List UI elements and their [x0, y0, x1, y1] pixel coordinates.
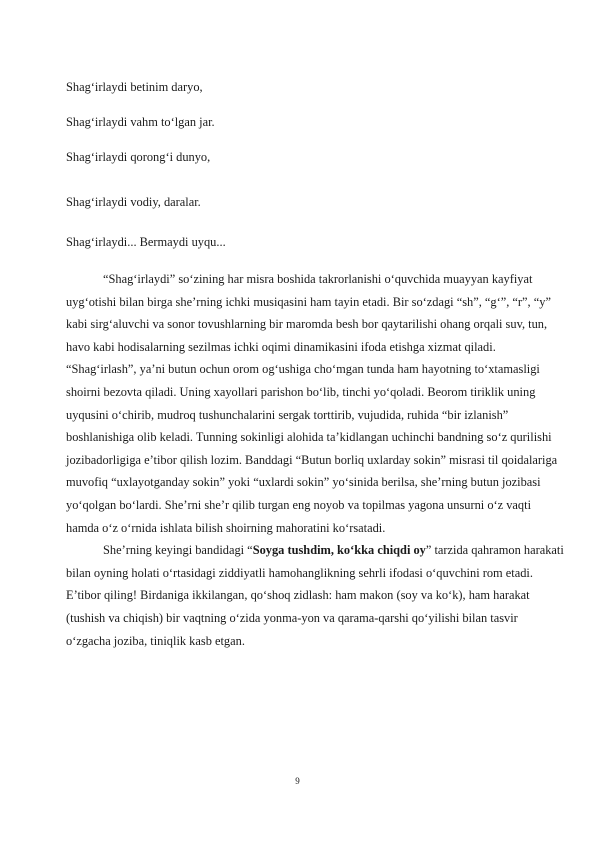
poem-line-4: Shag‘irlaydi vodiy, daralar.	[66, 195, 201, 209]
paragraph-1: “Shag‘irlaydi” so‘zining har misra boshida takrorlanishi o‘quvchida muayyan kayfiyat uyg‘otishi bilan birga she’rning ichki musiqasini ham tayin etadi. Bir so‘zdagi “sh”, “g‘”, “r”, “y” kabi sirg‘aluvchi va sonor tovushlarning bir maromda besh bor qaytarilishi ohang orqali suv, tun, havo kabi hodisalarning sezilmas ichki oqimi dinamikasini ifoda etishga xizmat qiladi. “Shag‘irlash”, ya’ni butun ochun orom og‘ushiga cho‘mgan tunda ham hayotning to‘xtamasligi shoirni bezovta qiladi. Uning xayollari parishon bo‘lib, tinchi yo‘qoladi. Beorom tiriklik uning uyqusini o‘chirib, mudroq tushunchalarini sergak torttirib, vujudida, ruhida “bir izlanish” boshlanishiga olib keladi. Tunning sokinligi alohida ta’kidlangan uchinchi bandning so‘z qurilishi jozibadorligiga e’tibor qilish lozim. Banddagi “Butun borliq uxlarday sokin” misrasi til qoidalariga muvofiq “uxlayotganday sokin” yoki “uxlardi sokin” yo‘sinida berilsa, she’rning butun jozibasi yo‘qolgan bo‘lardi. She’rni she’r qilib turgan eng noyob va topilmas yagona unsurni o‘z vaqti hamda o‘z o‘rnida ishlata bilish shoirning mahoratini ko‘rsatadi.	[66, 272, 558, 535]
paragraph-2-rest: ” tarzida qahramon harakati bilan oyning holati o‘rtasidagi ziddiyatli hamohanglikning sehrli ifodasi o‘quvchini rom etadi. E’tibor qiling! Birdaniga ikkilangan, qo‘shoq zidlash: ham makon (soy va ko‘k), ham harakat (tushish va chiqish) bir vaqtning o‘zida yonma-yon va qarama-qarshi qo‘yilishi bilan tasvir o‘zgacha joziba, tiniqlik kasb etgan.	[66, 543, 564, 648]
quoted-verse: Soyga tushdim, ko‘kka chiqdi oy	[252, 543, 426, 558]
poem-line-3: Shag‘irlaydi qorong‘i dunyo,	[66, 150, 211, 164]
poem-line-2: Shag‘irlaydi vahm to‘lgan jar.	[66, 115, 215, 129]
poem-line-1: Shag‘irlaydi betinim daryo,	[66, 80, 203, 94]
paragraph-2-lead: She’rning keyingi bandidagi “	[103, 543, 253, 558]
paragraph-2	[66, 539, 564, 652]
poem-line-5: Shag‘irlaydi... Bermaydi uyqu...	[66, 235, 226, 249]
body-text	[66, 268, 564, 652]
page-number: 9	[295, 776, 300, 786]
